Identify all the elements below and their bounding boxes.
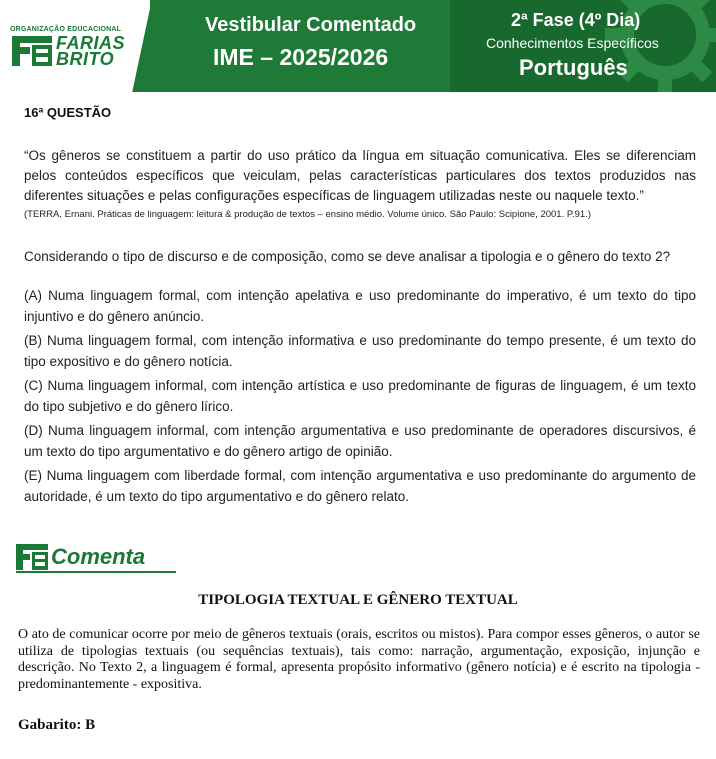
option-d: (D) Numa linguagem informal, com intenção argumentativa e uso predominante de operadores discursivos, é um texto do tipo argumentativo e do gênero artigo de opinião. (24, 423, 696, 459)
fb-logo-icon (12, 36, 54, 66)
comenta-label: Comenta (51, 544, 146, 569)
question-reference: (TERRA, Ernani. Práticas de linguagem: leitura & produção de textos – ensino médio. Volume único. São Paulo: Scipione, 2001. P.91.) (24, 209, 591, 220)
header-exam: IME – 2025/2026 (213, 44, 389, 70)
option-b: (B) Numa linguagem formal, com intenção informativa e uso predominante do tempo presente, é um texto do tipo expositivo e do gênero notícia. (24, 333, 696, 369)
page-header (0, 0, 716, 92)
header-subject: Português (519, 55, 628, 80)
header-subtitle: Conhecimentos Específicos (486, 35, 659, 51)
logo-word-brito: BRITO (56, 49, 115, 69)
question-prompt: Considerando o tipo de discurso e de composição, como se deve analisar a tipologia e o gênero do texto 2? (24, 249, 671, 264)
comment-title: TIPOLOGIA TEXTUAL E GÊNERO TEXTUAL (198, 592, 518, 608)
option-a: (A) Numa linguagem formal, com intenção apelativa e uso predominante do imperativo, é um texto do tipo injuntivo e do gênero anúncio. (24, 288, 696, 324)
comenta-logo-icon (16, 544, 50, 570)
header-phase: 2ª Fase (4º Dia) (511, 10, 641, 30)
option-c: (C) Numa linguagem informal, com intenção artística e uso predominante de figuras de linguagem, é um texto do tipo subjetivo e do gênero lírico. (24, 378, 696, 414)
logo-word-farias: FARIAS (56, 33, 126, 53)
comenta-divider (16, 571, 176, 573)
option-e: (E) Numa linguagem com liberdade formal, com intenção argumentativa e uso predominante do argumento de autoridade, é um texto do tipo argumentativo e do gênero relato. (24, 468, 696, 504)
question-number: 16ª QUESTÃO (24, 105, 112, 120)
answer-key: Gabarito: B (18, 717, 96, 733)
comment-body: O ato de comunicar ocorre por meio de gêneros textuais (orais, escritos ou mistos). Para compor esses gêneros, o autor se utiliza de tipologias textuais (ou sequências textuais), tais como: narração, argumentação, exposição, injunção e descrição. No Texto 2, a linguagem é formal, apresenta propósito informativo (gênero notícia) e é escrito na tipologia - predominantemente - expositiva. (18, 627, 700, 692)
org-name: ORGANIZAÇÃO EDUCACIONAL (10, 26, 122, 33)
header-title: Vestibular Comentado (205, 14, 417, 36)
options-list (24, 285, 696, 510)
question-quote: “Os gêneros se constituem a partir do uso prático da língua em situação comunicativa. Eles se diferenciam pelos conteúdos específicos que veiculam, pelas características particulares dos textos produzidos nas diferentes situações e pelas configurações específicas de linguagem utilizadas neste ou naquele texto.” (24, 148, 696, 203)
